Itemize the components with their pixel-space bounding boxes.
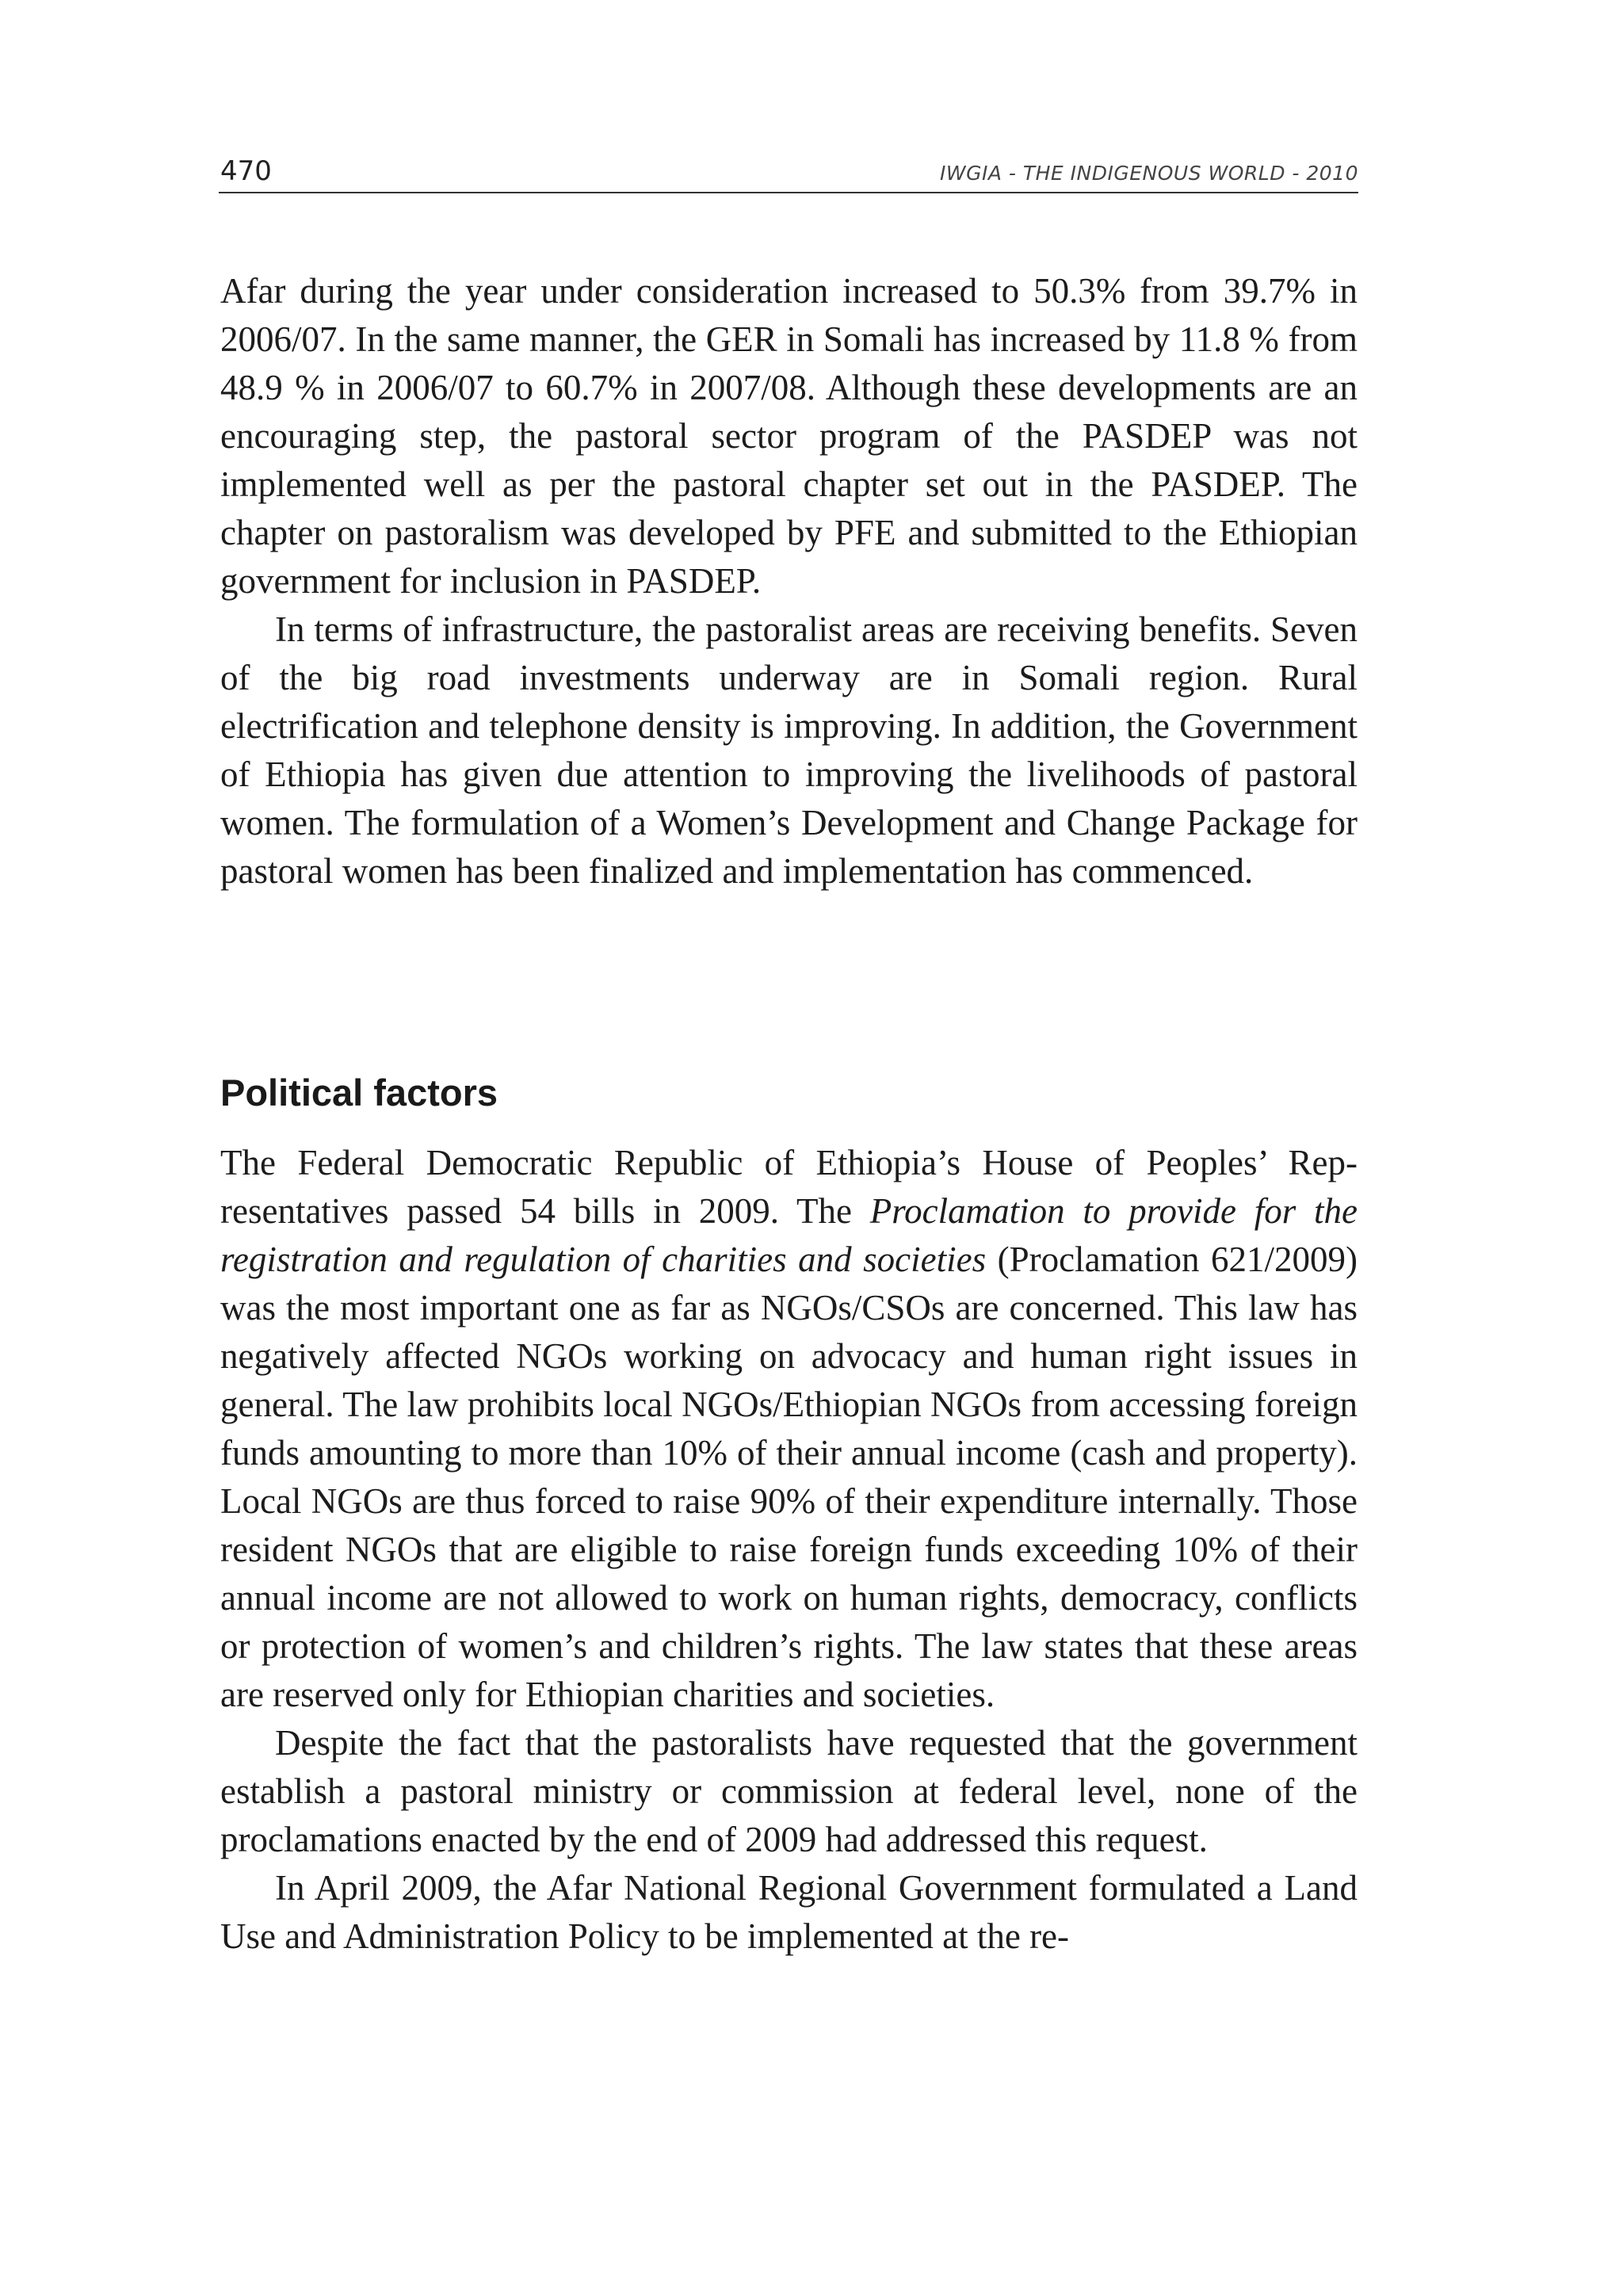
paragraph: Afar during the year under consideration increased to 50.3% from 39.7% in 2006/07. In the same manner, the GER in Somali has increased by 11.8 % from 48.9 % in 2006/07 to 60.7% in 2007/08. Although these developments are an encouraging step, the pastoral sector program of the PASDEP was not implemented well as per the pastoral chapter set out in the PASDEP. The chapter on pastoralism was developed by PFE and submitted to the Ethiopian government for inclusion in PASDEP. xyxy=(220,271,1358,601)
running-title: IWGIA - THE INDIGENOUS WORLD - 2010 xyxy=(939,162,1358,185)
paragraph: In April 2009, the Afar National Regional Government formulated a Land Use and Administration Policy to be implemented at the re- xyxy=(220,1868,1358,1956)
page-number: 470 xyxy=(220,155,272,187)
paragraph: Despite the fact that the pastoralists have requested that the government establish a pastoral ministry or commission at federal level, none of the proclamations enacted by the end of 2009 had addressed this request. xyxy=(220,1723,1358,1859)
paragraph: In terms of infrastructure, the pastoralist areas are receiving benefits. Seven of the big road investments underway are in Somali region. Rural electrification and telephone density is improving. In addition, the Government of Ethiopia has given due attention to improving the livelihoods of pastoral women. The formulation of a Women’s Development and Change Package for pastoral women has been finalized and implementation has commenced. xyxy=(220,609,1358,891)
body-text-political-factors xyxy=(220,1139,1358,1961)
page-header xyxy=(219,155,1358,193)
body-text-top xyxy=(220,267,1358,896)
proclamation-title: Proclamation to provide for the registration and regulation of charities and societies xyxy=(220,1191,1358,1279)
text-run: The Federal Democratic Republic of Ethiopia’s House of Peoples’ Representatives passed 54 bills in 2009. The xyxy=(220,1143,1358,1231)
paragraph xyxy=(220,1139,1358,1719)
text-run: (Proclamation 621/2009) was the most important one as far as NGOs/CSOs are concerned. This law has negatively affected NGOs working on advocacy and human right issues in general. The law prohibits local NGOs/Ethiopian NGOs from accessing foreign funds amounting to more than 10% of their annual income (cash and property). Local NGOs are thus forced to raise 90% of their expenditure internally. Those resident NGOs that are eligible to raise foreign funds exceeding 10% of their annual income are not allowed to work on human rights, democracy, conflicts or protection of women’s and children’s rights. The law states that these areas are reserved only for Ethiopian charities and societies. xyxy=(220,1240,1358,1714)
section-heading: Political factors xyxy=(220,1072,498,1114)
